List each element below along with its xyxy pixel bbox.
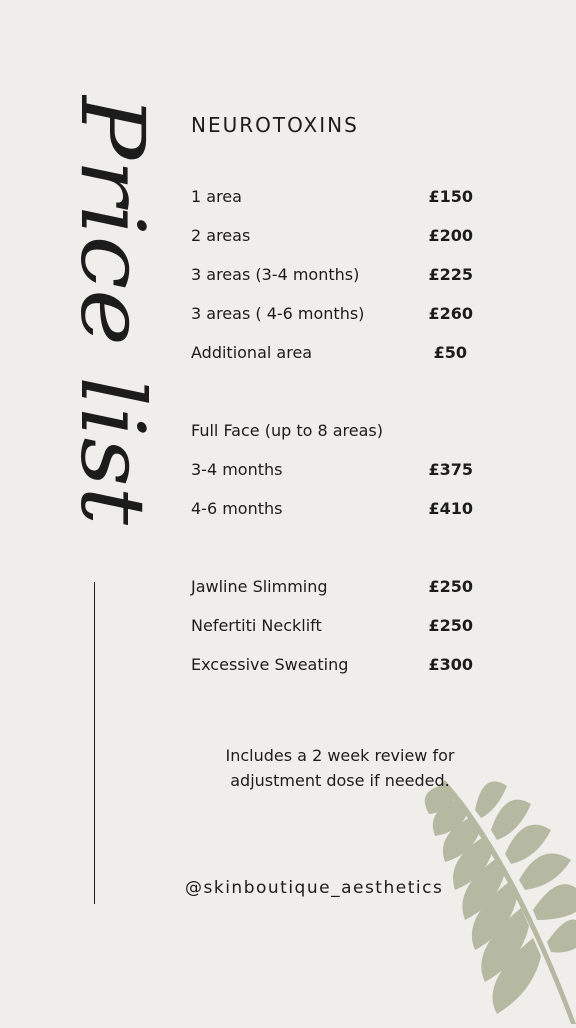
price-row	[191, 616, 473, 640]
treatment-name: 2 areas	[191, 226, 251, 245]
footnote-line-2: adjustment dose if needed.	[230, 771, 450, 790]
price-list-vertical-title	[12, 95, 172, 535]
treatment-price: £260	[428, 304, 473, 323]
price-row	[191, 226, 473, 250]
treatment-price: £200	[428, 226, 473, 245]
treatment-price: £250	[428, 577, 473, 596]
treatment-name: 3 areas ( 4-6 months)	[191, 304, 365, 323]
treatment-price: £225	[428, 265, 473, 284]
treatment-name: Additional area	[191, 343, 313, 362]
treatment-name: 3 areas (3-4 months)	[191, 265, 360, 284]
treatment-name: 3-4 months	[191, 460, 283, 479]
treatment-name: Excessive Sweating	[191, 655, 349, 674]
treatment-price: £300	[428, 655, 473, 674]
treatment-price: £410	[428, 499, 473, 518]
price-row	[191, 655, 473, 679]
treatment-price: £250	[428, 616, 473, 635]
vertical-divider-line	[94, 582, 95, 904]
treatment-name: Nefertiti Necklift	[191, 616, 322, 635]
treatment-price: £150	[428, 187, 473, 206]
price-row	[191, 577, 473, 601]
section-title: NEUROTOXINS	[191, 113, 359, 137]
treatment-price: £375	[428, 460, 473, 479]
price-list-title-text: Price list	[61, 95, 164, 491]
price-row	[191, 499, 473, 523]
review-footnote	[180, 743, 500, 793]
treatment-name: Jawline Slimming	[191, 577, 328, 596]
price-row	[191, 187, 473, 211]
price-row	[191, 343, 473, 367]
price-row	[191, 265, 473, 289]
price-row	[191, 304, 473, 328]
social-handle: @skinboutique_aesthetics	[185, 878, 444, 898]
treatment-price: £50	[433, 343, 467, 362]
footnote-line-1: Includes a 2 week review for	[225, 746, 455, 765]
treatment-name: 1 area	[191, 187, 242, 206]
price-row	[191, 460, 473, 484]
full-face-heading: Full Face (up to 8 areas)	[191, 421, 384, 440]
treatment-name: 4-6 months	[191, 499, 283, 518]
